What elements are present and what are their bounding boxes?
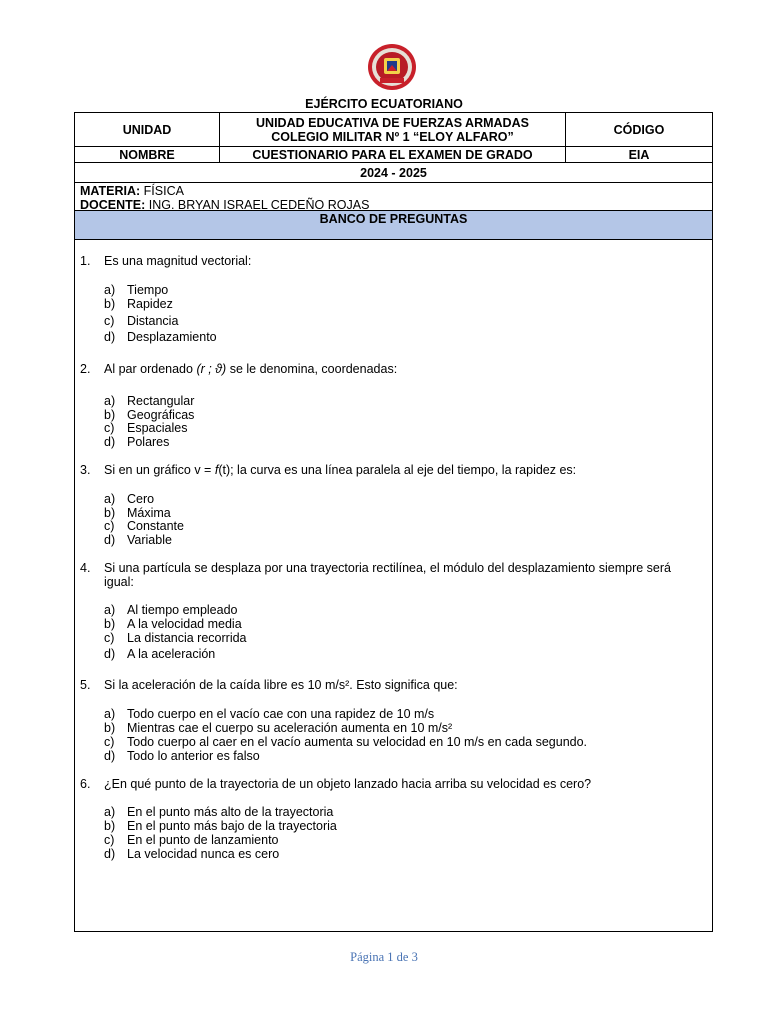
- question-number: 2.: [80, 362, 91, 376]
- option-3d: [104, 533, 172, 547]
- option-letter: b): [104, 819, 116, 833]
- option-5d: [104, 749, 260, 763]
- option-text: Al tiempo empleado: [127, 603, 238, 617]
- question-bank-banner: BANCO DE PREGUNTAS: [75, 211, 712, 240]
- organization-title: EJÉRCITO ECUATORIANO: [305, 97, 463, 111]
- option-letter: c): [104, 421, 115, 435]
- option-2c: [104, 421, 187, 435]
- question-number: 1.: [80, 254, 91, 268]
- option-letter: b): [104, 506, 116, 520]
- option-text: Cero: [127, 492, 155, 506]
- docente-label: DOCENTE:: [80, 198, 146, 212]
- option-1a: [104, 283, 168, 297]
- option-letter: c): [104, 314, 115, 328]
- option-letter: a): [104, 283, 116, 297]
- codigo-value: EIA: [566, 147, 713, 163]
- option-text: Geográficas: [127, 408, 195, 422]
- school-crest-logo: [366, 42, 418, 92]
- option-text: Variable: [127, 533, 172, 547]
- option-text: La distancia recorrida: [127, 631, 247, 645]
- question-text: [104, 463, 700, 477]
- option-1c: [104, 314, 178, 328]
- question-math: (r ; ϑ): [196, 362, 227, 376]
- option-letter: d): [104, 435, 116, 449]
- option-5c: [104, 735, 587, 749]
- option-4d: [104, 647, 215, 661]
- option-letter: a): [104, 492, 116, 506]
- question-text-part: (t); la curva es una línea paralela al eje del tiempo, la rapidez es:: [218, 463, 577, 477]
- option-letter: d): [104, 647, 116, 661]
- school-year: 2024 - 2025: [75, 163, 712, 183]
- option-letter: b): [104, 408, 116, 422]
- option-text: En el punto más alto de la trayectoria: [127, 805, 334, 819]
- question-6: [80, 777, 700, 791]
- option-letter: d): [104, 847, 116, 861]
- docente-line: [80, 198, 707, 212]
- nombre-label: NOMBRE: [75, 147, 220, 163]
- option-text: A la aceleración: [127, 647, 216, 661]
- option-5a: [104, 707, 434, 721]
- option-letter: d): [104, 533, 116, 547]
- option-3c: [104, 519, 184, 533]
- option-text: Mientras cae el cuerpo su aceleración aumenta en 10 m/s²: [127, 721, 453, 735]
- question-text: Es una magnitud vectorial:: [104, 254, 252, 268]
- option-letter: a): [104, 603, 116, 617]
- materia-label: MATERIA:: [80, 184, 141, 198]
- option-letter: a): [104, 707, 116, 721]
- option-text: Máxima: [127, 506, 171, 520]
- option-2a: [104, 394, 194, 408]
- option-text: Tiempo: [127, 283, 169, 297]
- option-1d: [104, 330, 217, 344]
- option-text: Todo cuerpo al caer en el vacío aumenta su velocidad en 10 m/s en cada segundo.: [127, 735, 588, 749]
- option-text: La velocidad nunca es cero: [127, 847, 280, 861]
- question-text: Si la aceleración de la caída libre es 10 m/s². Esto significa que:: [104, 678, 458, 692]
- option-1b: [104, 297, 173, 311]
- option-letter: b): [104, 617, 116, 631]
- option-letter: c): [104, 735, 115, 749]
- question-text-part: se le denomina, coordenadas:: [226, 362, 398, 376]
- question-text: [104, 362, 700, 376]
- option-letter: a): [104, 394, 116, 408]
- option-text: Todo cuerpo en el vacío cae con una rapidez de 10 m/s: [127, 707, 435, 721]
- option-letter: b): [104, 297, 116, 311]
- question-text: Si una partícula se desplaza por una trayectoria rectilínea, el módulo del desplazamiento siempre será igual:: [104, 561, 671, 589]
- option-4a: [104, 603, 237, 617]
- school-name-line1: UNIDAD EDUCATIVA DE FUERZAS ARMADAS: [256, 115, 529, 130]
- option-letter: a): [104, 805, 116, 819]
- option-4c: [104, 631, 247, 645]
- question-number: 6.: [80, 777, 91, 791]
- question-1: [80, 254, 700, 268]
- option-letter: c): [104, 631, 115, 645]
- option-text: Distancia: [127, 314, 179, 328]
- school-name-cell: [220, 113, 566, 147]
- header-table: [75, 113, 712, 183]
- option-3b: [104, 506, 171, 520]
- option-letter: b): [104, 721, 116, 735]
- question-4: [80, 561, 700, 589]
- option-letter: c): [104, 833, 115, 847]
- option-text: Todo lo anterior es falso: [127, 749, 260, 763]
- option-5b: [104, 721, 452, 735]
- question-number: 4.: [80, 561, 91, 575]
- option-letter: c): [104, 519, 115, 533]
- question-5: [80, 678, 700, 692]
- option-text: En el punto más bajo de la trayectoria: [127, 819, 337, 833]
- exam-title: CUESTIONARIO PARA EL EXAMEN DE GRADO: [220, 147, 566, 163]
- option-6b: [104, 819, 337, 833]
- materia-value: FÍSICA: [140, 184, 184, 198]
- codigo-label: CÓDIGO: [566, 113, 713, 147]
- option-2d: [104, 435, 169, 449]
- option-4b: [104, 617, 242, 631]
- option-text: A la velocidad media: [127, 617, 242, 631]
- option-6a: [104, 805, 333, 819]
- question-math: f: [214, 463, 219, 477]
- option-text: Rectangular: [127, 394, 195, 408]
- option-6c: [104, 833, 279, 847]
- question-number: 3.: [80, 463, 91, 477]
- option-3a: [104, 492, 154, 506]
- option-text: Espaciales: [127, 421, 188, 435]
- question-number: 5.: [80, 678, 91, 692]
- page-footer: Página 1 de 3: [350, 950, 418, 964]
- school-name-line2: COLEGIO MILITAR Nº 1 “ELOY ALFARO”: [271, 129, 514, 144]
- question-text-part: Si en un gráfico v =: [104, 463, 215, 477]
- option-text: En el punto de lanzamiento: [127, 833, 279, 847]
- materia-line: [80, 184, 707, 198]
- question-text-part: Al par ordenado: [104, 362, 197, 376]
- question-3: [80, 463, 700, 477]
- option-6d: [104, 847, 279, 861]
- unidad-label: UNIDAD: [75, 113, 220, 147]
- question-text: ¿En qué punto de la trayectoria de un objeto lanzado hacia arriba su velocidad es cero?: [104, 777, 592, 791]
- option-2b: [104, 408, 194, 422]
- question-2: [80, 362, 700, 376]
- option-letter: d): [104, 749, 116, 763]
- option-letter: d): [104, 330, 116, 344]
- docente-value: ING. BRYAN ISRAEL CEDEÑO ROJAS: [145, 198, 370, 212]
- option-text: Rapidez: [127, 297, 173, 311]
- option-text: Constante: [127, 519, 184, 533]
- exam-sheet: [74, 112, 713, 932]
- option-text: Polares: [127, 435, 170, 449]
- subject-info: [75, 183, 712, 211]
- option-text: Desplazamiento: [127, 330, 217, 344]
